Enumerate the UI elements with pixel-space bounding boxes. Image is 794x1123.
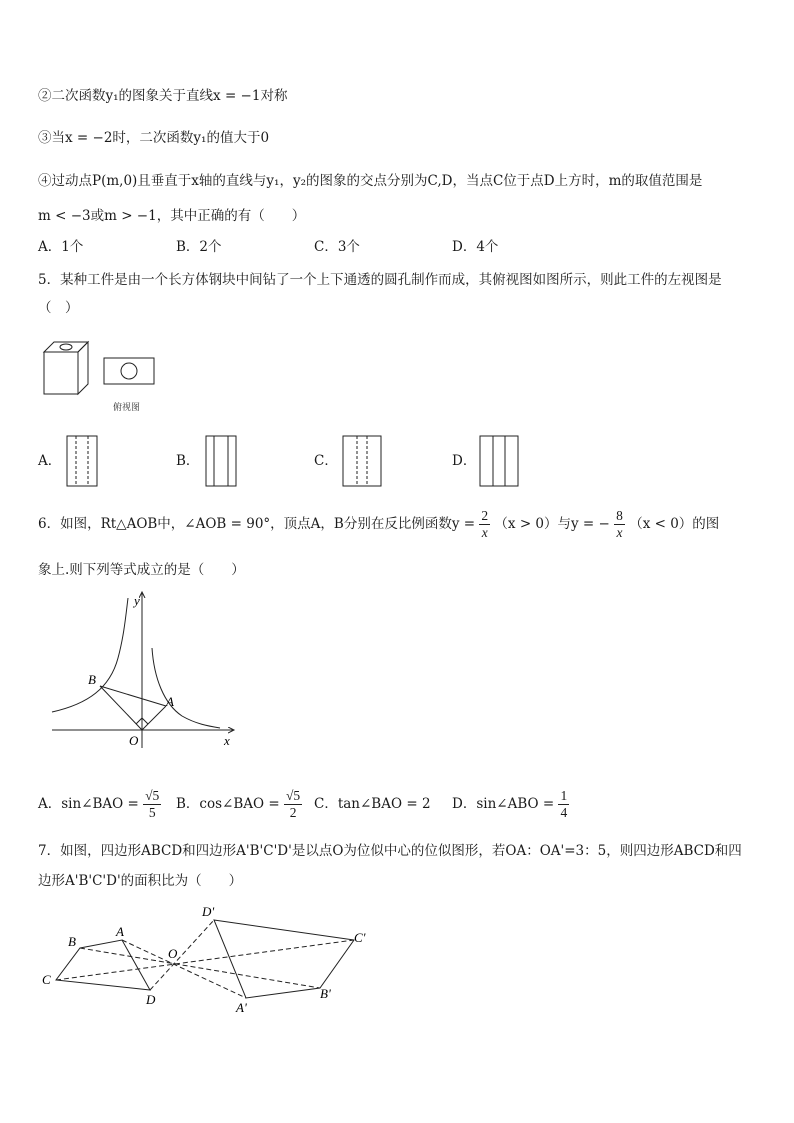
q6-option-c (314, 786, 431, 822)
q7-label-a-prime: A' (236, 1000, 247, 1015)
q7-label-o: O (168, 946, 178, 961)
q5-solid-figure (40, 338, 170, 418)
q6-point-b-label: B (88, 672, 96, 687)
q6-option-a-text: A．sin∠BAO = (38, 796, 139, 812)
q6-func2-den: x (616, 525, 623, 540)
q6-origin-label: O (129, 733, 139, 748)
q6-graph (48, 588, 243, 753)
q6-cond1: （x > 0）与y = − (494, 516, 610, 532)
q5-option-c-figure (342, 435, 384, 487)
q6-option-d-den: 4 (560, 805, 568, 820)
q7-label-d-prime: D' (202, 904, 215, 919)
q5-option-a-figure (66, 435, 100, 487)
q6-option-a-num: √5 (145, 788, 160, 803)
q6-option-b-text: B．cos∠BAO = (176, 796, 280, 812)
q6-option-b-num: √5 (286, 788, 301, 803)
q7-question-line2: 边形A'B'C'D'的面积比为（ ） (38, 873, 243, 889)
q4-option-a: A．1个 (38, 239, 84, 255)
q6-func2-fraction (614, 508, 625, 541)
q4-option-b: B．2个 (176, 239, 222, 255)
q7-question-line1: 7．如图，四边形ABCD和四边形A'B'C'D'是以点O为位似中心的位似图形，若OA：OA'=3：5，则四边形ABCD和四 (38, 843, 742, 859)
q7-figure (38, 900, 378, 1020)
q6-option-d-text: D．sin∠ABO = (452, 796, 555, 812)
q6-option-d-num: 1 (560, 788, 568, 803)
q6-option-b-den: 2 (289, 805, 297, 820)
q6-func1-fraction (479, 508, 490, 541)
q6-func2-num: 8 (616, 508, 623, 523)
q5-question-line1: 5．某种工件是由一个长方体钢块中间钻了一个上下通透的圆孔制作而成，其俯视图如图所示，则此工件的左视图是 (38, 272, 722, 288)
q4-item-2: ②二次函数y₁的图象关于直线x = −1对称 (38, 88, 288, 104)
q6-prefix: 6．如图， (38, 516, 101, 532)
q6-x-label: x (224, 733, 230, 748)
q6-question-line1 (38, 506, 719, 542)
q6-option-a (38, 786, 161, 822)
q5-option-c-label: C． (314, 453, 338, 469)
q5-option-d-figure (479, 435, 521, 487)
q6-main-text: Rt△AOB中，∠AOB = 90°，顶点A，B分别在反比例函数y = (100, 516, 476, 532)
q5-option-b-label: B． (176, 453, 200, 469)
q4-item-4-line2: m < −3或m > −1，其中正确的有（ ） (38, 208, 306, 224)
q4-option-d: D．4个 (452, 239, 499, 255)
q7-label-b: B (68, 934, 76, 949)
q6-option-c-text: C．tan∠BAO = 2 (314, 796, 431, 812)
q6-option-a-den: 5 (148, 805, 156, 820)
q4-item-3: ③当x = −2时，二次函数y₁的值大于0 (38, 130, 270, 146)
q5-option-d-label: D． (452, 453, 477, 469)
q5-option-a-label: A． (38, 453, 62, 469)
q4-item-4-line1: ④过动点P(m,0)且垂直于x轴的直线与y₁，y₂的图象的交点分别为C,D，当点C位于点D上方时，m的取值范围是 (38, 173, 703, 189)
q6-option-d (452, 786, 569, 822)
q7-label-d: D (146, 992, 156, 1007)
q4-option-c: C．3个 (314, 239, 360, 255)
q7-label-a: A (116, 924, 124, 939)
q6-y-label: y (134, 593, 140, 608)
q6-func1-den: x (481, 525, 488, 540)
q5-caption: 俯视图 (113, 403, 141, 413)
q5-option-b-figure (205, 435, 239, 487)
q6-cond2: （x < 0）的图 (629, 516, 720, 532)
q6-option-b (176, 786, 302, 822)
q7-label-c: C (42, 972, 51, 987)
q7-label-b-prime: B' (320, 986, 331, 1001)
q6-question-line2: 象上.则下列等式成立的是（ ） (38, 562, 245, 578)
q7-label-c-prime: C' (354, 930, 366, 945)
q6-point-a-label: A (166, 694, 174, 709)
q5-question-line2: （ ） (38, 300, 79, 316)
q6-func1-num: 2 (481, 508, 489, 523)
